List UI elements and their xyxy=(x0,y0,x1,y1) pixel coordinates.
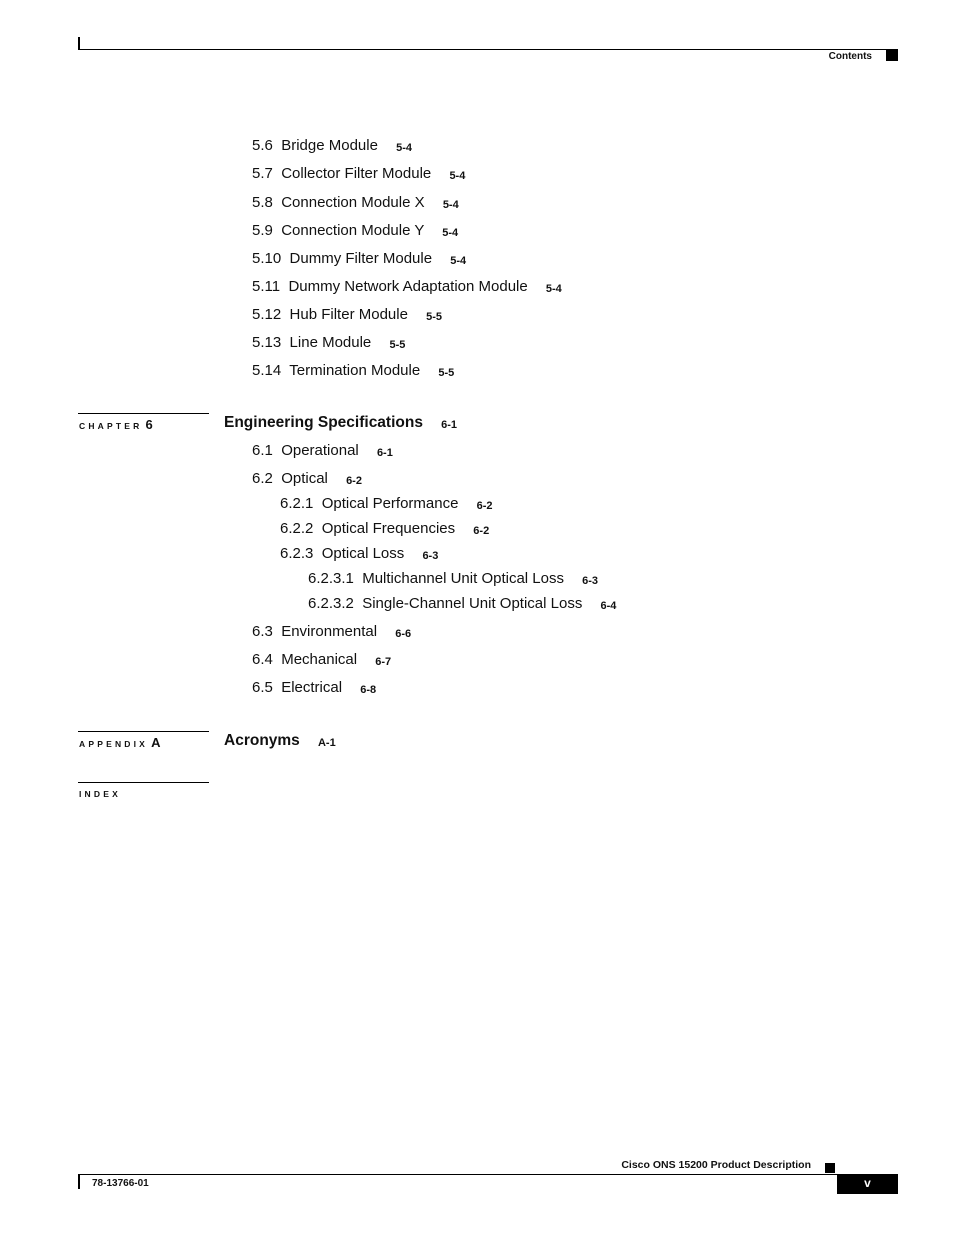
toc-entry[interactable] xyxy=(280,545,438,564)
toc-entry-title: Electrical xyxy=(281,679,343,696)
toc-entry-page: 6-2 xyxy=(346,475,362,487)
appendix-heading[interactable] xyxy=(224,732,336,751)
toc-entry-number: 6.2 xyxy=(252,470,273,487)
toc-entry-number: 6.5 xyxy=(252,679,273,696)
toc-entry-number: 6.1 xyxy=(252,442,273,459)
index-label[interactable]: INDEX xyxy=(79,789,121,799)
toc-entry-page: 6-3 xyxy=(422,550,439,562)
toc-entry-page: 5-4 xyxy=(442,227,459,239)
toc-entry-number: 5.12 xyxy=(252,306,282,323)
appendix-rule xyxy=(78,731,209,732)
toc-entry[interactable] xyxy=(252,194,459,213)
footer-doc-number: 78-13766-01 xyxy=(92,1178,149,1189)
header-marker xyxy=(886,50,898,61)
toc-entry-title: Mechanical xyxy=(281,651,358,668)
toc-entry-title: Connection Module Y xyxy=(281,222,425,239)
chapter-title: Engineering Specifications xyxy=(224,414,423,431)
toc-entry-title: Termination Module xyxy=(289,362,421,379)
footer-marker xyxy=(825,1163,835,1173)
toc-entry-title: Line Module xyxy=(289,334,372,351)
toc-entry[interactable] xyxy=(252,362,454,381)
toc-entry-page: 6-7 xyxy=(375,656,392,668)
toc-entry[interactable] xyxy=(252,470,362,489)
chapter-rule xyxy=(78,413,209,414)
footer-tick xyxy=(78,1174,80,1189)
footer-book-title: Cisco ONS 15200 Product Description xyxy=(621,1159,811,1171)
toc-entry-number: 6.2.3.1 xyxy=(308,570,354,587)
chapter-heading[interactable] xyxy=(224,414,457,433)
toc-entry-number: 5.9 xyxy=(252,222,273,239)
toc-entry-page: 5-4 xyxy=(396,142,413,154)
appendix-label-text: APPENDIX xyxy=(79,739,149,749)
toc-entry-page: 6-1 xyxy=(376,447,393,459)
header-section-title: Contents xyxy=(828,51,872,62)
toc-entry-title: Dummy Filter Module xyxy=(289,250,433,267)
toc-entry[interactable] xyxy=(252,623,411,642)
toc-entry-number: 6.3 xyxy=(252,623,273,640)
toc-entry-page: 6-4 xyxy=(600,600,617,612)
header-rule xyxy=(78,49,898,50)
toc-entry[interactable] xyxy=(280,495,493,514)
toc-entry[interactable] xyxy=(252,278,562,297)
toc-entry[interactable] xyxy=(252,222,458,241)
toc-entry-number: 6.2.1 xyxy=(280,495,314,512)
chapter-label-text: CHAPTER xyxy=(79,421,143,431)
toc-entry-title: Optical Loss xyxy=(321,545,405,562)
toc-entry-page: 6-2 xyxy=(476,500,493,512)
toc-entry-number: 5.7 xyxy=(252,165,273,182)
toc-entry[interactable] xyxy=(252,651,391,670)
toc-entry-number: 5.14 xyxy=(252,362,282,379)
toc-entry[interactable] xyxy=(280,520,489,539)
toc-entry-number: 5.13 xyxy=(252,334,282,351)
toc-entry-title: Optical Frequencies xyxy=(321,520,456,537)
toc-entry-page: 5-4 xyxy=(545,283,562,295)
toc-entry-title: Collector Filter Module xyxy=(281,165,432,182)
appendix-letter: A xyxy=(151,735,161,750)
toc-entry[interactable] xyxy=(252,137,412,156)
toc-entry[interactable] xyxy=(252,334,405,353)
toc-entry-number: 6.4 xyxy=(252,651,273,668)
toc-entry-title: Optical xyxy=(281,470,328,487)
appendix-page: A-1 xyxy=(317,737,336,749)
toc-entry-page: 5-4 xyxy=(450,255,467,267)
toc-entry-page: 5-4 xyxy=(449,170,466,182)
chapter-page: 6-1 xyxy=(441,419,458,431)
toc-entry[interactable] xyxy=(308,595,616,614)
toc-entry-number: 5.11 xyxy=(252,278,281,295)
toc-entry-page: 5-4 xyxy=(442,199,459,211)
toc-entry-number: 6.2.3 xyxy=(280,545,314,562)
toc-entry-title: Single-Channel Unit Optical Loss xyxy=(362,595,583,612)
toc-entry-number: 5.6 xyxy=(252,137,273,154)
footer-rule xyxy=(78,1174,838,1175)
chapter-number: 6 xyxy=(145,417,153,432)
toc-entry[interactable] xyxy=(252,442,393,461)
toc-entry-title: Connection Module X xyxy=(281,194,425,211)
toc-entry-title: Environmental xyxy=(281,623,378,640)
toc-entry-title: Optical Performance xyxy=(321,495,459,512)
toc-entry-page: 6-2 xyxy=(473,525,490,537)
toc-entry-title: Multichannel Unit Optical Loss xyxy=(362,570,564,587)
toc-entry[interactable] xyxy=(252,679,376,698)
toc-entry-title: Dummy Network Adaptation Module xyxy=(288,278,528,295)
toc-entry-number: 6.2.2 xyxy=(280,520,314,537)
footer-page-number: v xyxy=(864,1176,871,1190)
toc-entry[interactable] xyxy=(252,306,442,325)
toc-entry[interactable] xyxy=(252,250,466,269)
toc-entry-page: 5-5 xyxy=(426,311,443,323)
toc-entry-number: 5.10 xyxy=(252,250,282,267)
toc-entry[interactable] xyxy=(252,165,465,184)
toc-entry-page: 5-5 xyxy=(438,367,455,379)
toc-entry-title: Hub Filter Module xyxy=(289,306,408,323)
index-rule xyxy=(78,782,209,783)
toc-entry-page: 6-3 xyxy=(582,575,599,587)
toc-entry-title: Bridge Module xyxy=(281,137,378,154)
appendix-title: Acronyms xyxy=(224,732,300,749)
toc-entry-page: 6-6 xyxy=(395,628,412,640)
toc-entry-number: 5.8 xyxy=(252,194,273,211)
toc-entry[interactable] xyxy=(308,570,598,589)
toc-entry-page: 6-8 xyxy=(360,684,377,696)
chapter-label xyxy=(79,417,153,432)
toc-entry-number: 6.2.3.2 xyxy=(308,595,354,612)
toc-entry-page: 5-5 xyxy=(389,339,406,351)
toc-entry-title: Operational xyxy=(281,442,359,459)
appendix-label xyxy=(79,735,160,750)
